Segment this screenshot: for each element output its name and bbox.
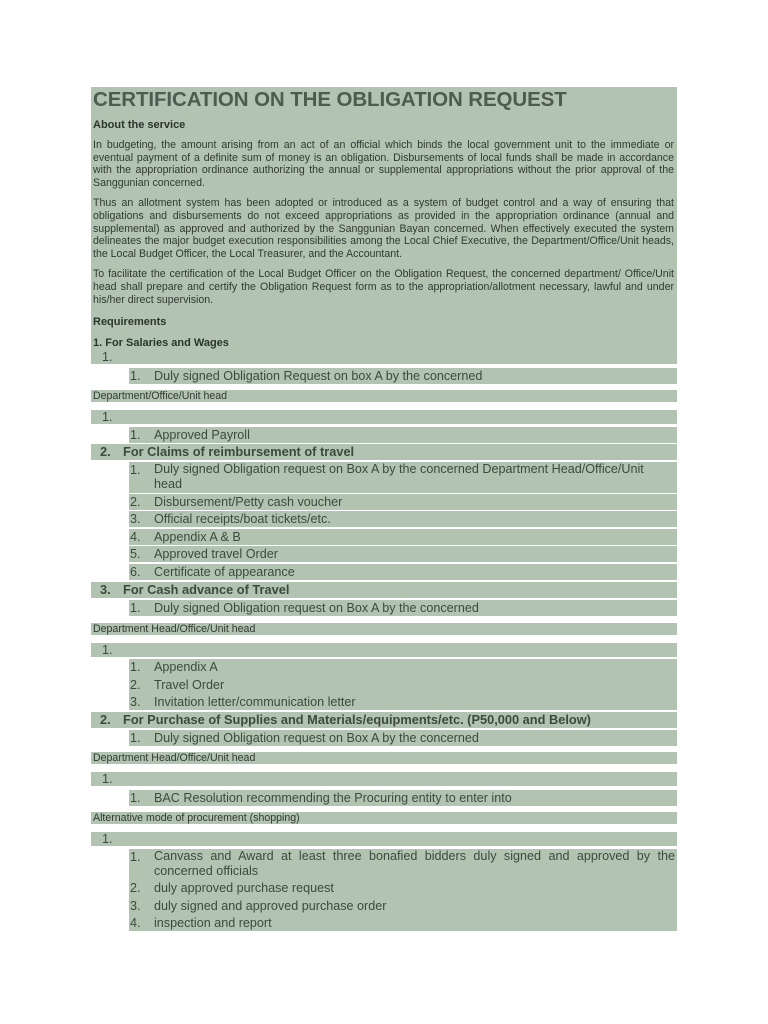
list-item bbox=[129, 494, 677, 510]
list-number: 3. bbox=[100, 582, 111, 597]
list-number: 2. bbox=[100, 444, 111, 459]
list-note: Department/Office/Unit head bbox=[91, 390, 677, 402]
list-item bbox=[129, 898, 677, 915]
list-group bbox=[129, 880, 677, 931]
list-item-text: BAC Resolution recommending the Procuring entity to enter into bbox=[154, 791, 512, 805]
section-heading: For Claims of reimbursement of travel bbox=[123, 444, 355, 459]
list-item-text: Invitation letter/communication letter bbox=[154, 695, 356, 709]
list-item bbox=[129, 600, 677, 616]
list-item-text: Approved Payroll bbox=[154, 428, 250, 442]
list-number: 1. bbox=[102, 643, 113, 657]
list-item bbox=[129, 659, 677, 676]
list-item-text: Appendix A & B bbox=[154, 530, 241, 544]
list-item-text: Official receipts/boat tickets/etc. bbox=[154, 512, 331, 526]
list-item-text: Duly signed Obligation request on Box A by the concerned bbox=[154, 601, 479, 615]
list-item-text: Duly signed Obligation request on Box A by the concerned bbox=[154, 731, 479, 745]
list-number: 1. bbox=[102, 832, 113, 846]
list-item-text: Travel Order bbox=[154, 678, 225, 692]
list-item-text: duly approved purchase request bbox=[154, 881, 334, 895]
list-item bbox=[129, 529, 677, 545]
list-number: 2. bbox=[130, 495, 141, 509]
list-item bbox=[91, 350, 677, 364]
list-number: 2. bbox=[130, 678, 141, 692]
list-item-text: Certificate of appearance bbox=[154, 565, 295, 579]
list-number: 1. bbox=[130, 428, 141, 442]
list-number: 1. bbox=[130, 850, 141, 864]
salaries-heading: 1. For Salaries and Wages bbox=[93, 337, 229, 350]
list-item bbox=[129, 368, 677, 384]
list-number: 2. bbox=[130, 881, 141, 895]
list-item bbox=[129, 677, 677, 694]
about-heading: About the service bbox=[93, 119, 186, 131]
list-number: 1. bbox=[130, 601, 141, 615]
list-item bbox=[129, 427, 677, 443]
list-item bbox=[129, 880, 677, 897]
list-item-text: inspection and report bbox=[154, 916, 272, 930]
list-group bbox=[129, 659, 677, 710]
paragraph-allotment: Thus an allotment system has been adopted or introduced as a system of budget control and a way of ensuring that obligations and disbursements do not exceed appropriations as provided in the appropriation ordinance (annual and supplemental) as approved and authorized by the Sanggunian Bayan concerned. When effectively executed the system delineates the major budget execution responsibilities among the Local Chief Executive, the Department/Office/Unit heads, the Local Budget Officer, the Local Treasurer, and the Accountant. bbox=[93, 197, 674, 260]
section-travel-reimbursement bbox=[91, 444, 677, 460]
paragraph-certification: To facilitate the certification of the Local Budget Officer on the Obligation Request, the concerned department/ Office/Unit head shall prepare and certify the Obligation Request form as to the appropriation/allotment necessary, lawful and under his/her direct supervision. bbox=[93, 268, 674, 306]
requirements-list bbox=[91, 0, 677, 1024]
paragraph-obligation: In budgeting, the amount arising from an act of an official which binds the local government unit to the immediate or eventual payment of a definite sum of money is an obligation. Disbursements of local funds shall be made in accordance with the appropriation ordinance authorizing the annual or supplemental appropriations without the prior approval of the Sanggunian concerned. bbox=[93, 139, 674, 189]
list-number: 3. bbox=[130, 899, 141, 913]
requirements-heading: Requirements bbox=[93, 316, 167, 329]
list-number: 1. bbox=[130, 463, 141, 477]
list-number: 1. bbox=[130, 791, 141, 805]
list-item bbox=[91, 643, 677, 657]
list-number: 1. bbox=[130, 660, 141, 674]
list-number: 5. bbox=[130, 547, 141, 561]
list-item bbox=[91, 410, 677, 424]
list-item bbox=[129, 462, 677, 493]
list-number: 1. bbox=[102, 772, 113, 786]
list-item-text: duly signed and approved purchase order bbox=[154, 899, 387, 913]
list-item bbox=[91, 772, 677, 786]
list-number: 1. bbox=[102, 350, 113, 364]
list-item-text: Disbursement/Petty cash voucher bbox=[154, 495, 343, 509]
list-item bbox=[129, 730, 677, 746]
list-number: 4. bbox=[130, 530, 141, 544]
page-title: CERTIFICATION ON THE OBLIGATION REQUEST bbox=[93, 88, 567, 111]
list-note: Alternative mode of procurement (shopping) bbox=[91, 812, 677, 824]
list-number: 3. bbox=[130, 512, 141, 526]
list-number: 1. bbox=[102, 410, 113, 424]
list-number: 1. bbox=[130, 731, 141, 745]
list-item bbox=[129, 790, 677, 806]
list-number: 1. bbox=[130, 369, 141, 383]
list-item bbox=[129, 564, 677, 580]
section-heading: For Cash advance of Travel bbox=[123, 582, 290, 597]
list-item bbox=[91, 832, 677, 846]
section-heading: For Purchase of Supplies and Materials/equipments/etc. (P50,000 and Below) bbox=[123, 712, 591, 727]
list-number: 4. bbox=[130, 916, 141, 930]
section-purchase-supplies bbox=[91, 712, 677, 728]
section-cash-advance bbox=[91, 582, 677, 598]
list-item-text: Appendix A bbox=[154, 660, 218, 674]
list-item bbox=[129, 849, 677, 880]
list-number: 6. bbox=[130, 565, 141, 579]
list-item-text: Duly signed Obligation request on Box A by the concerned Department Head/Office/Unit head bbox=[154, 462, 644, 491]
list-number: 2. bbox=[100, 712, 111, 727]
list-number: 3. bbox=[130, 695, 141, 709]
list-note: Department Head/Office/Unit head bbox=[91, 752, 677, 764]
list-item bbox=[129, 694, 677, 710]
list-item bbox=[129, 915, 677, 931]
list-item-text: Canvass and Award at least three bonafied bidders duly signed and approved by the concerned officials bbox=[154, 849, 675, 878]
list-note: Department Head/Office/Unit head bbox=[91, 623, 677, 635]
list-item bbox=[129, 546, 677, 562]
list-item-text: Duly signed Obligation Request on box A by the concerned bbox=[154, 369, 483, 383]
list-item-text: Approved travel Order bbox=[154, 547, 278, 561]
list-item bbox=[129, 511, 677, 527]
